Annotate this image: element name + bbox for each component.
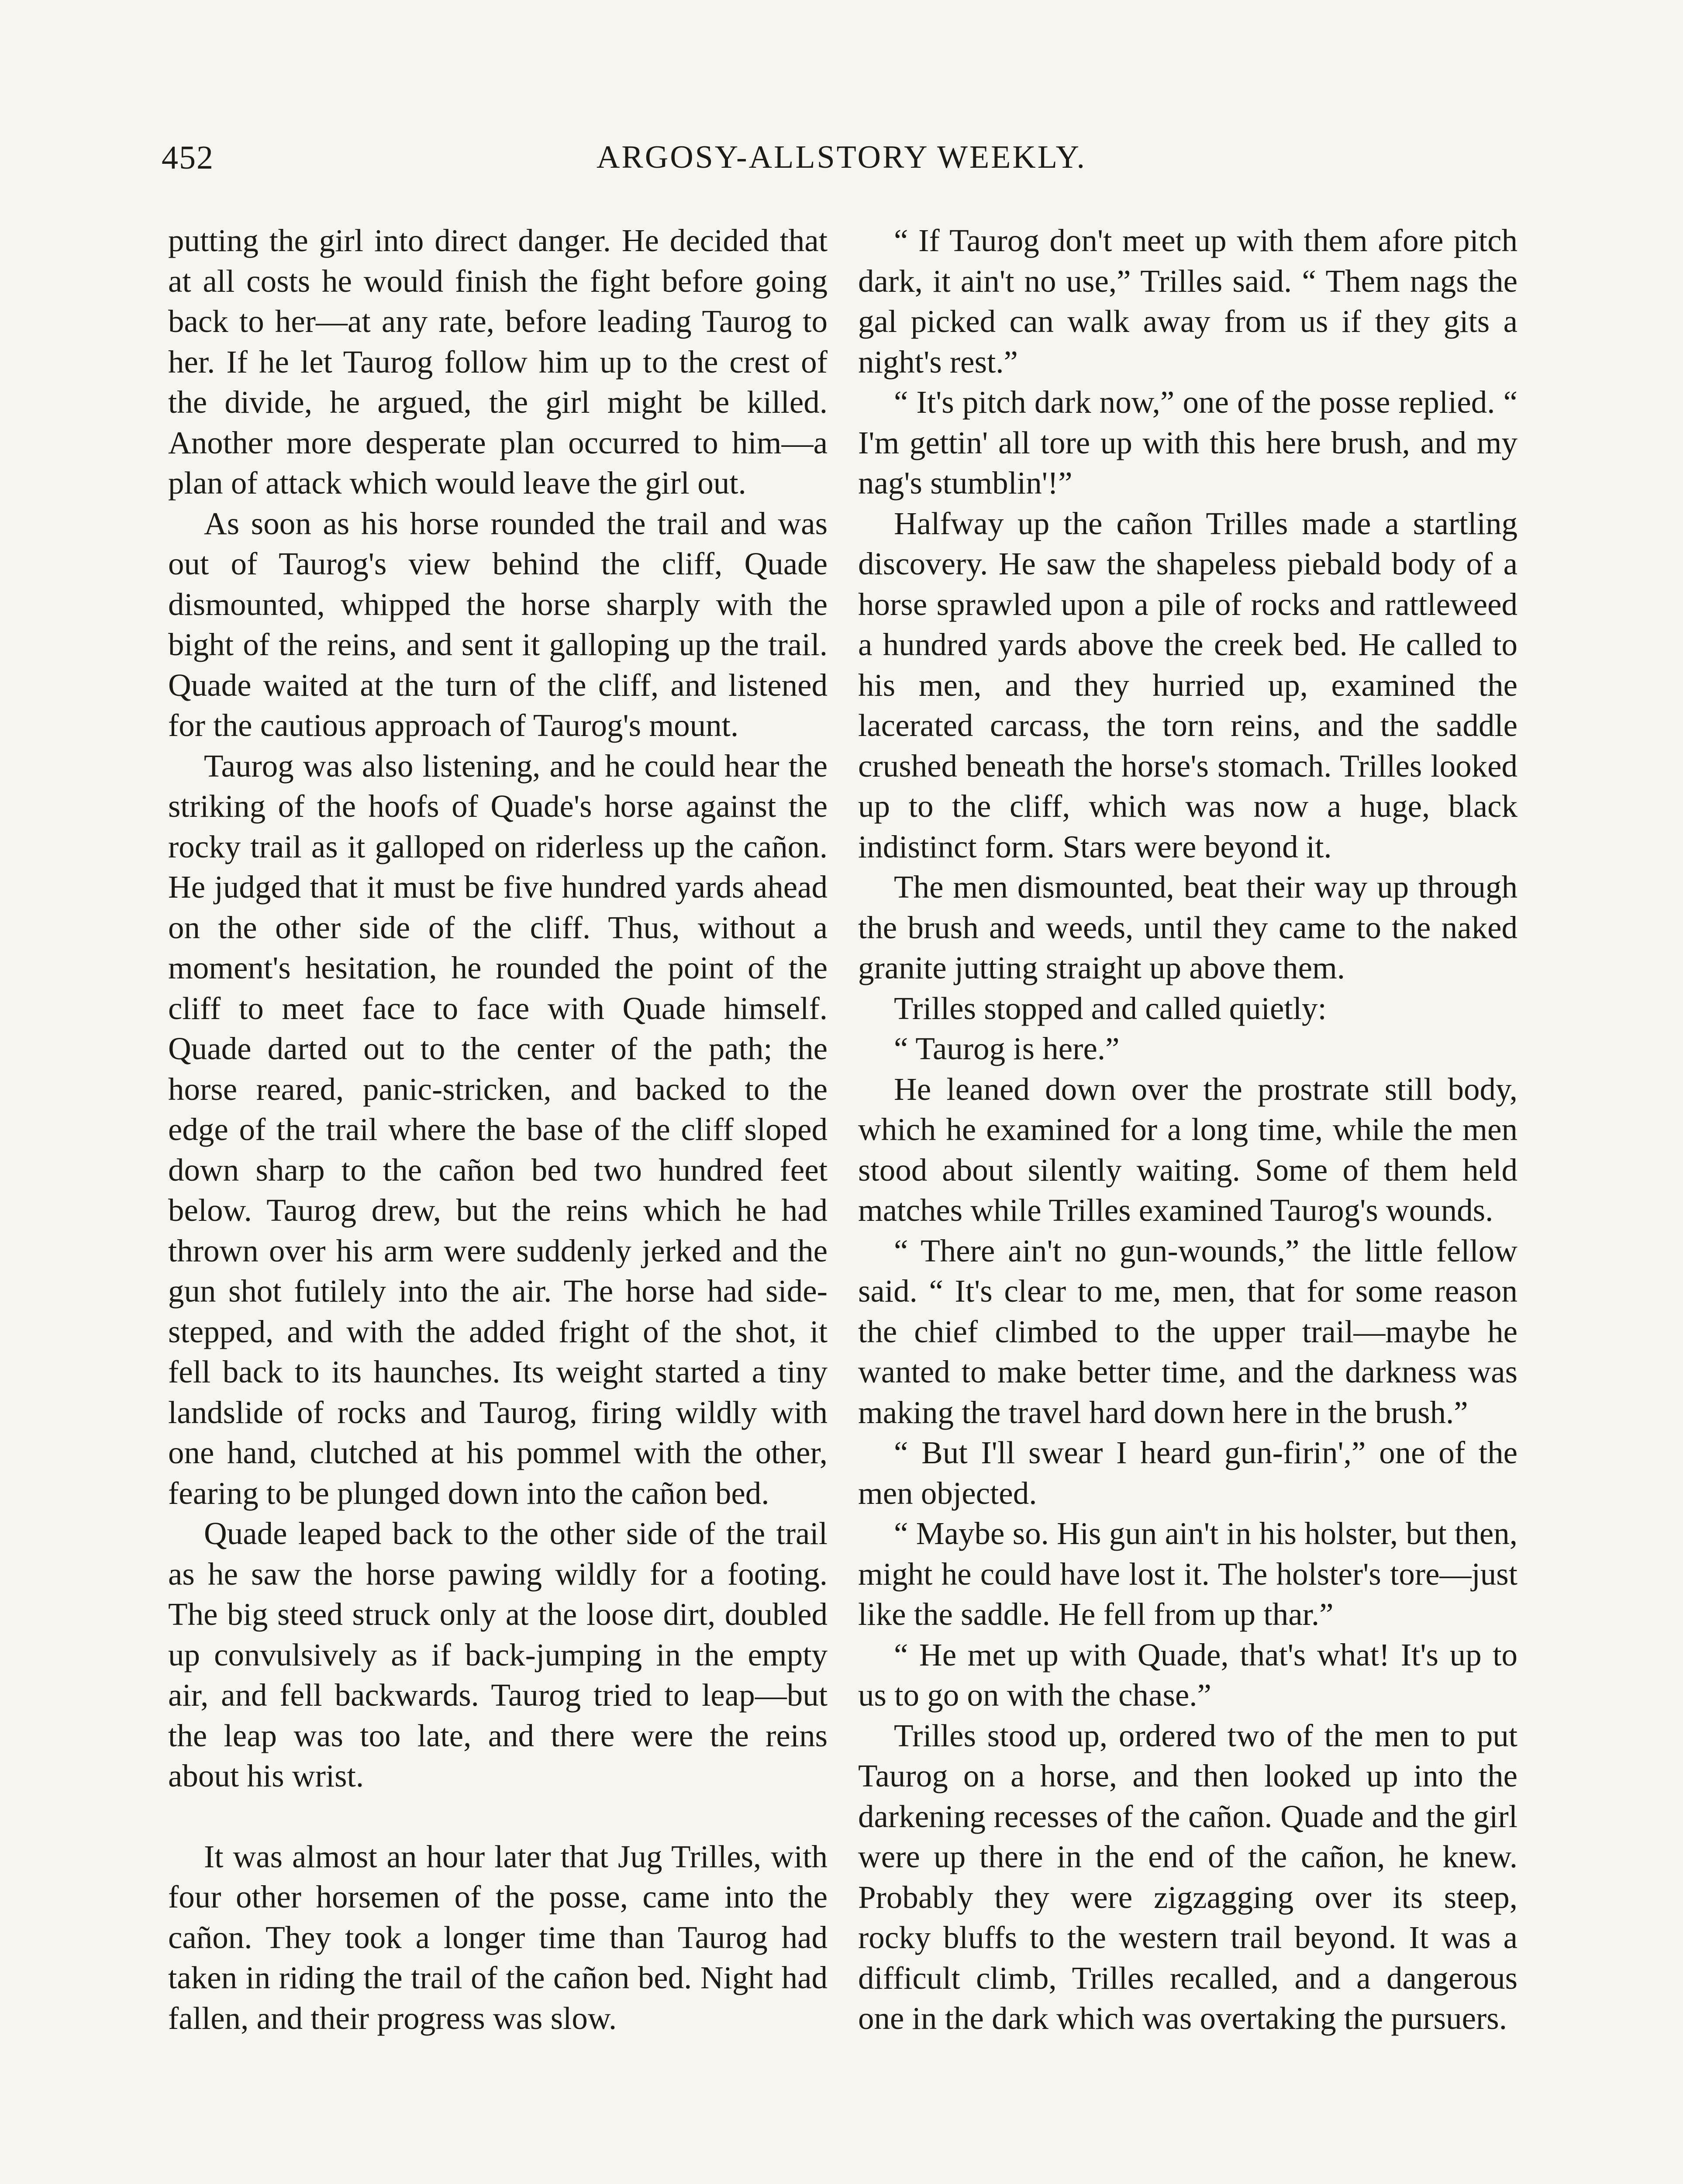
paragraph: “ But I'll swear I heard gun-firin',” one of the men objected. (858, 1435, 1517, 1511)
paragraph: “ If Taurog don't meet up with them afore pitch dark, it ain't no use,” Trilles said. “ Them nags the gal picked can walk away from us if they gits a night's rest.” (858, 223, 1517, 380)
left-column (168, 221, 828, 2039)
right-column (858, 221, 1517, 2039)
paragraph: It was almost an hour later that Jug Trilles, with four other horsemen of the posse, came into the cañon. They took a longer time than Taurog had taken in riding the trail of the cañon bed. Night had fallen, and their progress was slow. (168, 1838, 828, 2036)
paragraph: “ He met up with Quade, that's what! It's up to us to go on with the chase.” (858, 1637, 1517, 1713)
paragraph: Quade leaped back to the other side of the trail as he saw the horse pawing wildly for a footing. The big steed struck only at the loose dirt, doubled up convulsively as if back-jumping in the empty air, and fell backwards. Taurog tried to leap—but the leap was too late, and there were the reins about his wrist. (168, 1516, 828, 1794)
paragraph: Taurog was also listening, and he could hear the striking of the hoofs of Quade's horse against the rocky trail as it galloped on riderless up the cañon. He judged that it must be five hundred yards ahead on the other side of the cliff. Thus, without a moment's hesitation, he rounded the point of the cliff to meet face to face with Quade himself. Quade darted out to the center of the path; the horse reared, panic-stricken, and backed to the edge of the trail where the base of the cliff sloped down sharp to the cañon bed two hundred feet below. Taurog drew, but the reins which he had thrown over his arm were suddenly jerked and the gun shot futilely into the air. The horse had side-stepped, and with the added fright of the shot, it fell back to its haunches. Its weight started a tiny landslide of rocks and Taurog, firing wildly with one hand, clutched at his pommel with the other, fearing to be plunged down into the cañon bed. (168, 748, 828, 1511)
paragraph: Halfway up the cañon Trilles made a startling discovery. He saw the shapeless piebald body of a horse sprawled upon a pile of rocks and rattleweed a hundred yards above the creek bed. He called to his men, and they hurried up, examined the lacerated carcass, the torn reins, and the saddle crushed beneath the horse's stomach. Trilles looked up to the cliff, which was now a huge, black indistinct form. Stars were beyond it. (858, 505, 1517, 864)
paragraph: Trilles stood up, ordered two of the men to put Taurog on a horse, and then looked up into the darkening recesses of the cañon. Quade and the girl were up there in the end of the cañon, he knew. Probably they were zigzagging over its steep, rocky bluffs to the western trail beyond. It was a difficult climb, Trilles recalled, and a dangerous one in the dark which was overtaking the pursuers. (858, 1717, 1517, 2036)
paragraph: Trilles stopped and called quietly: (894, 990, 1327, 1026)
paragraph: “ There ain't no gun-wounds,” the little fellow said. “ It's clear to me, men, that for some reason the chief climbed to the upper trail—maybe he wanted to make better time, and the darkness was making the travel hard down here in the brush.” (858, 1233, 1517, 1430)
paragraph: The men dismounted, beat their way up through the brush and weeds, until they came to the naked granite jutting straight up above them. (858, 869, 1517, 985)
paragraph: “ Taurog is here.” (894, 1031, 1120, 1066)
paragraph: He leaned down over the prostrate still body, which he examined for a long time, while the men stood about silently waiting. Some of them held matches while Trilles examined Taurog's wounds. (858, 1071, 1517, 1228)
paragraph: “ It's pitch dark now,” one of the posse replied. “ I'm gettin' all tore up with this here brush, and my nag's stumblin'!” (858, 384, 1517, 501)
paragraph: As soon as his horse rounded the trail and was out of Taurog's view behind the cliff, Quade dismounted, whipped the horse sharply with the bight of the reins, and sent it galloping up the trail. Quade waited at the turn of the cliff, and listened for the cautious approach of Taurog's mount. (168, 505, 828, 743)
running-head: ARGOSY-ALLSTORY WEEKLY. (596, 139, 1087, 175)
page-number: 452 (162, 139, 214, 176)
paragraph: putting the girl into direct danger. He decided that at all costs he would finish the fight before going back to her—at any rate, before leading Taurog to her. If he let Taurog follow him up to the crest of the divide, he argued, the girl might be killed. Another more desperate plan occurred to him—a plan of attack which would leave the girl out. (168, 223, 828, 501)
paragraph: “ Maybe so. His gun ain't in his holster, but then, might he could have lost it. The holster's tore—just like the saddle. He fell from up thar.” (858, 1516, 1517, 1632)
